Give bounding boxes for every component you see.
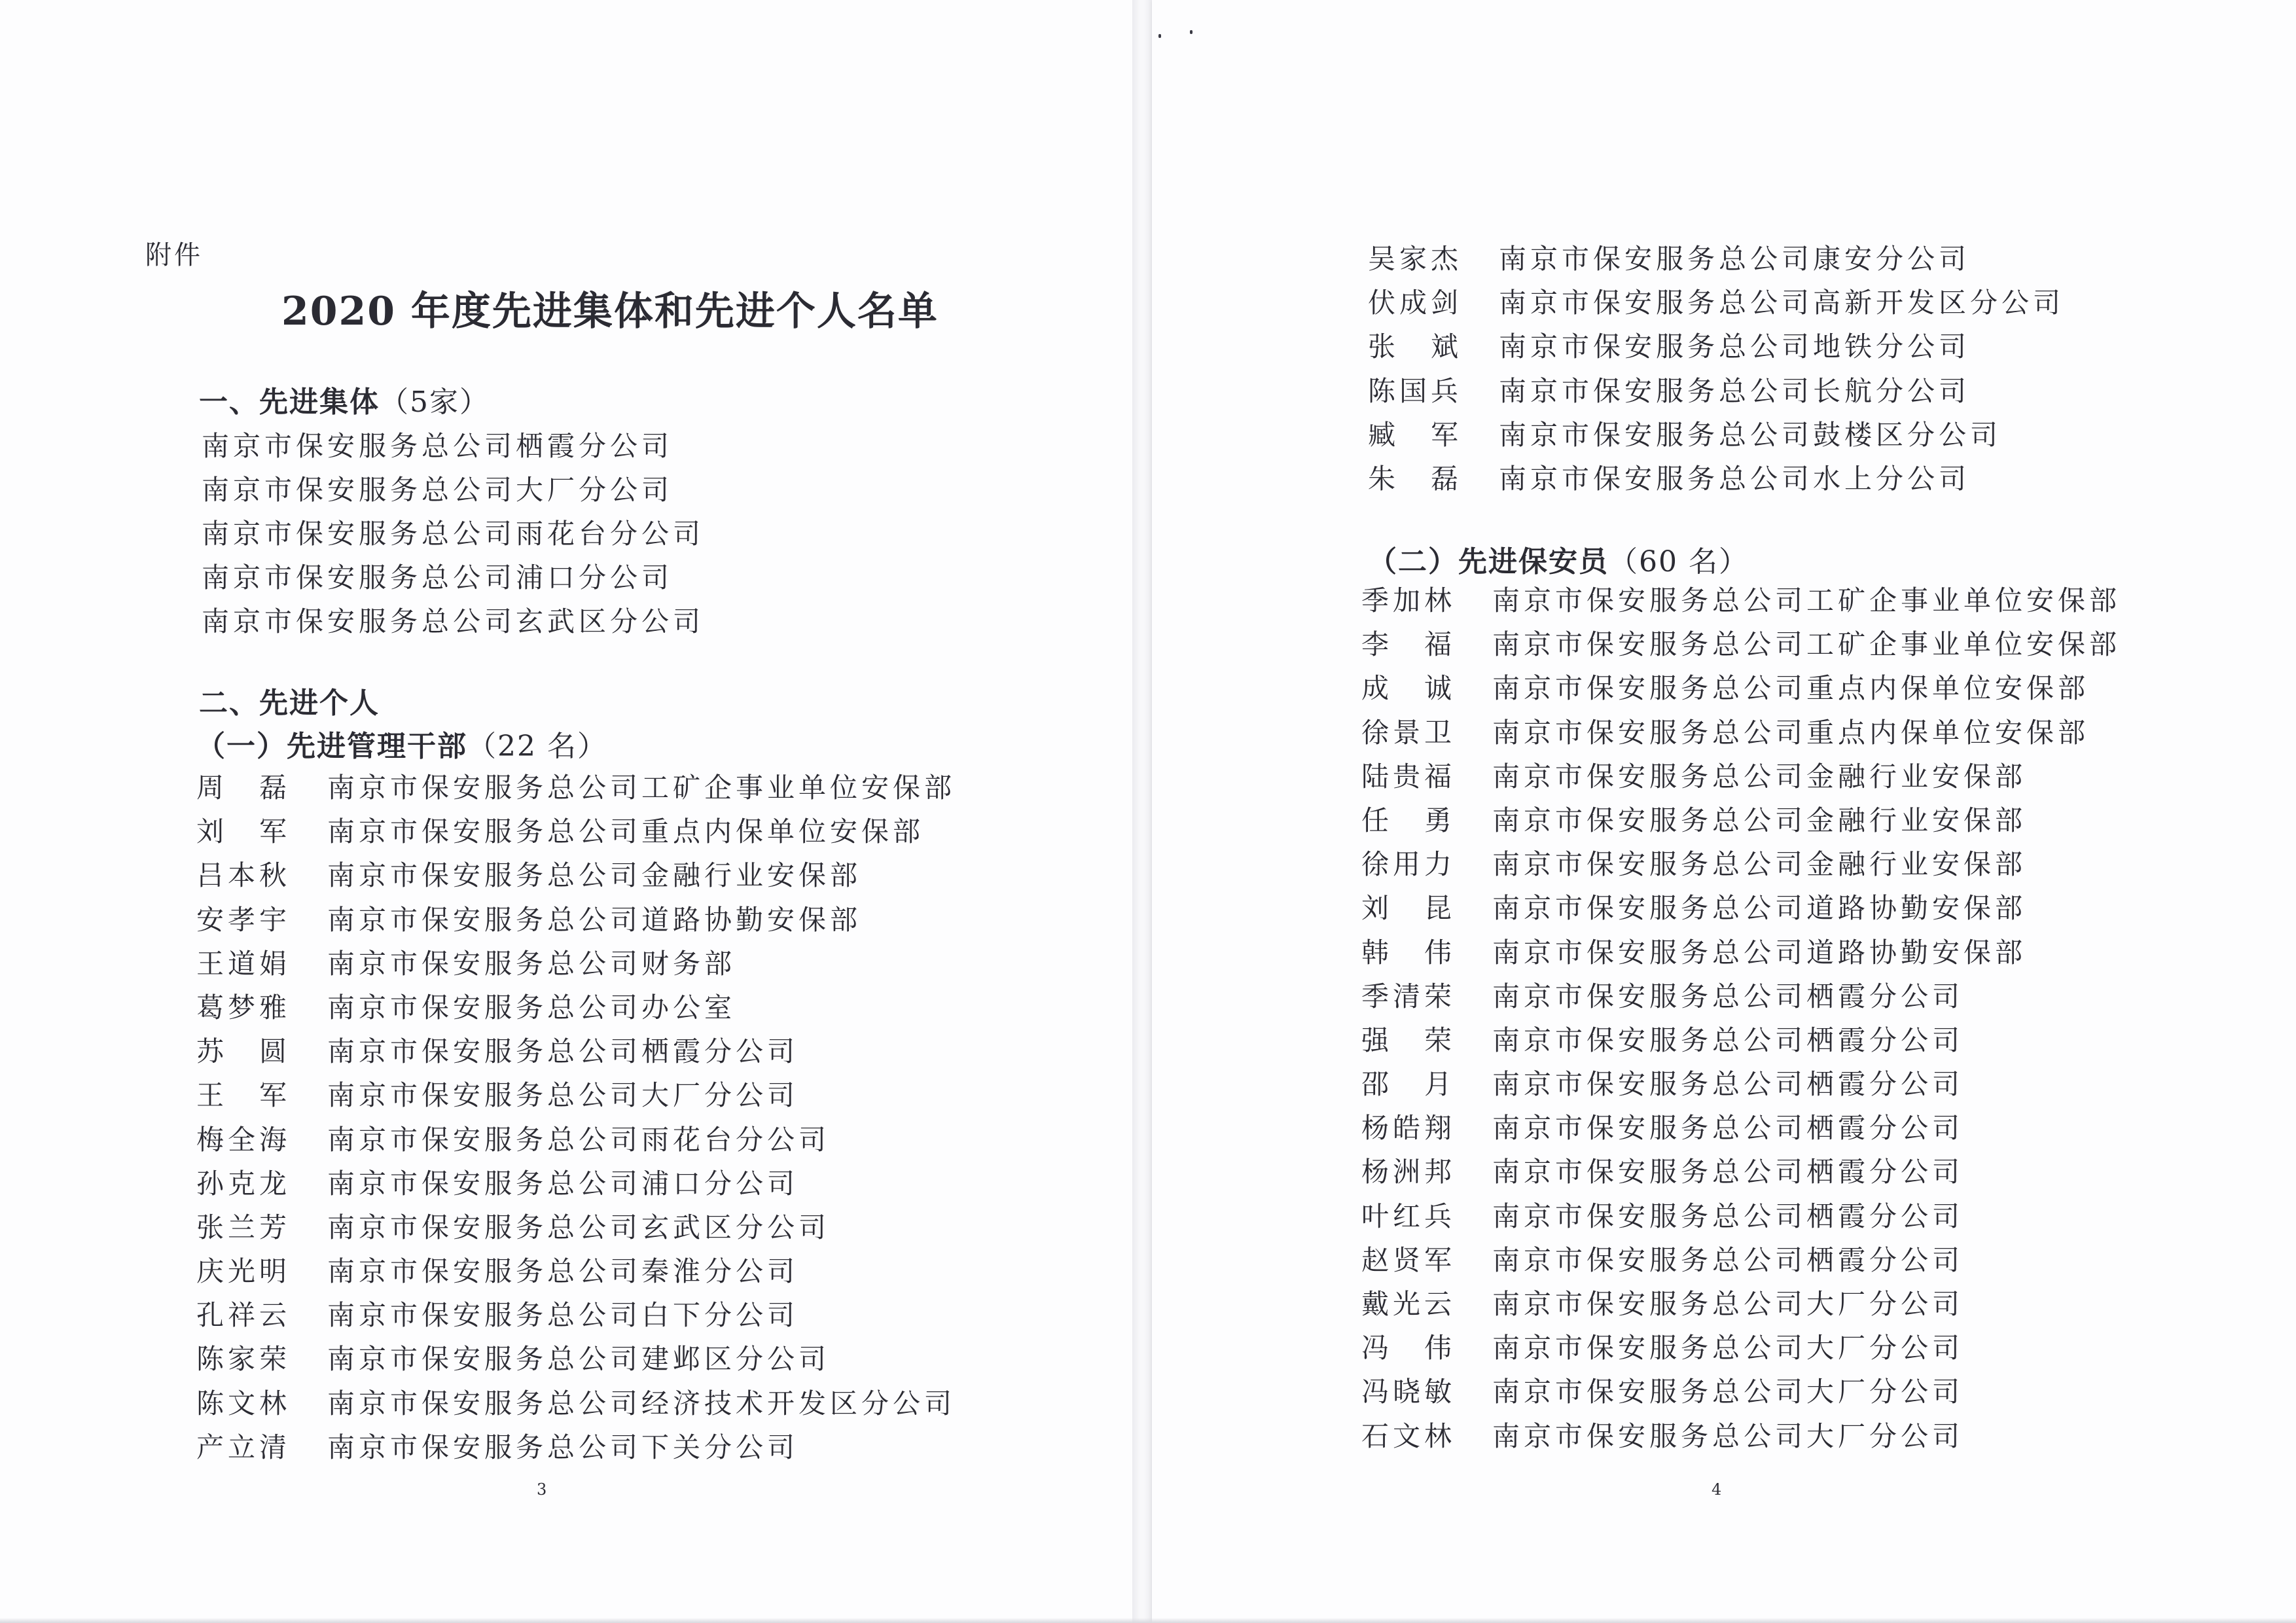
document-page-left: [0, 0, 1132, 1623]
list-item: 南京市保安服务总公司栖霞分公司: [202, 430, 673, 462]
list-item: [1361, 842, 2121, 886]
person-name: 梅全海: [196, 1123, 291, 1156]
person-name: 季清荣: [1361, 980, 1456, 1012]
person-name: 臧 军: [1368, 418, 1463, 451]
person-org: 南京市保安服务总公司经济技术开发区分公司: [327, 1387, 956, 1419]
person-org: 南京市保安服务总公司工矿企事业单位安保部: [1492, 584, 2121, 616]
person-name: 徐用力: [1361, 848, 1456, 881]
list-item: 南京市保安服务总公司雨花台分公司: [202, 518, 705, 550]
list-item: 南京市保安服务总公司大厂分公司: [202, 474, 673, 506]
person-name: 杨皓翔: [1361, 1112, 1456, 1145]
list-item: [1361, 1238, 2121, 1282]
person-org: 南京市保安服务总公司栖霞分公司: [1492, 1243, 1964, 1276]
person-org: 南京市保安服务总公司道路协勤安保部: [1492, 936, 2027, 969]
subsection-heading-text: （一）先进管理干部: [196, 730, 467, 763]
list-item: [196, 1162, 956, 1205]
person-name: 孔祥云: [196, 1299, 291, 1332]
page-number: 4: [1712, 1480, 1722, 1499]
person-org: 南京市保安服务总公司栖霞分公司: [1492, 1068, 1964, 1101]
subsection-heading-guards: [1368, 538, 1749, 580]
list-item: [196, 898, 956, 942]
person-name: 邵 月: [1361, 1068, 1456, 1101]
person-org: 南京市保安服务总公司玄武区分公司: [327, 1211, 831, 1243]
page-number: 3: [537, 1480, 547, 1499]
list-item: [1361, 666, 2121, 710]
document-page-right: [1152, 0, 2296, 1623]
subsection-heading-managers: [196, 722, 607, 764]
person-name: 朱 磊: [1368, 462, 1463, 495]
person-name: 陈国兵: [1368, 374, 1463, 407]
person-org: 南京市保安服务总公司栖霞分公司: [1492, 1024, 1964, 1056]
person-org: 南京市保安服务总公司重点内保单位安保部: [1492, 716, 2090, 749]
person-org: 南京市保安服务总公司大厂分公司: [1492, 1332, 1964, 1364]
scan-bottom-edge: [0, 1618, 2296, 1623]
person-name: 叶红兵: [1361, 1200, 1456, 1232]
person-org: 南京市保安服务总公司下关分公司: [327, 1431, 799, 1463]
person-name: 吴家杰: [1368, 243, 1463, 275]
person-org: 南京市保安服务总公司鼓楼区分公司: [1499, 418, 2002, 451]
list-item: [1361, 711, 2121, 755]
person-org: 南京市保安服务总公司道路协勤安保部: [327, 903, 862, 936]
scan-speck: [1190, 30, 1193, 34]
list-item: [196, 766, 956, 810]
list-item: 南京市保安服务总公司玄武区分公司: [202, 605, 705, 637]
person-name: 王 军: [196, 1079, 291, 1112]
person-name: 周 磊: [196, 772, 291, 804]
list-item: [1361, 931, 2121, 974]
person-org: 南京市保安服务总公司地铁分公司: [1499, 330, 1971, 363]
list-item: [1361, 798, 2121, 842]
person-name: 杨洲邦: [1361, 1156, 1456, 1188]
list-item: [1368, 413, 2064, 457]
list-item: [1361, 1194, 2121, 1238]
person-org: 南京市保安服务总公司浦口分公司: [327, 1167, 799, 1200]
person-org: 南京市保安服务总公司金融行业安保部: [1492, 804, 2027, 836]
person-org: 南京市保安服务总公司金融行业安保部: [327, 859, 862, 892]
person-org: 南京市保安服务总公司高新开发区分公司: [1499, 287, 2065, 319]
person-org: 南京市保安服务总公司大厂分公司: [1492, 1376, 1964, 1408]
person-org: 南京市保安服务总公司金融行业安保部: [1492, 760, 2027, 793]
person-name: 孙克龙: [196, 1167, 291, 1200]
document-title: 2020 年度先进集体和先进个人名单: [281, 289, 939, 334]
person-name: 苏 圆: [196, 1035, 291, 1068]
attachment-label: 附件: [145, 240, 203, 270]
list-item: [1361, 1150, 2121, 1194]
person-name: 庆光明: [196, 1255, 291, 1288]
person-name: 刘 昆: [1361, 892, 1456, 925]
person-org: 南京市保安服务总公司白下分公司: [327, 1299, 799, 1332]
list-item: [196, 810, 956, 853]
list-item: [196, 1029, 956, 1073]
person-org: 南京市保安服务总公司工矿企事业单位安保部: [327, 772, 956, 804]
person-org: 南京市保安服务总公司栖霞分公司: [1492, 1112, 1964, 1145]
person-org: 南京市保安服务总公司大厂分公司: [327, 1079, 799, 1112]
person-name: 葛梦雅: [196, 991, 291, 1024]
list-item: [1368, 325, 2064, 368]
person-org: 南京市保安服务总公司康安分公司: [1499, 243, 1971, 275]
person-name: 伏成剑: [1368, 287, 1463, 319]
list-item: [1361, 579, 2121, 622]
person-name: 李 福: [1361, 628, 1456, 661]
list-item: 南京市保安服务总公司浦口分公司: [202, 562, 673, 594]
person-name: 赵贤军: [1361, 1243, 1456, 1276]
managers-list: [196, 766, 956, 1469]
list-item: [196, 942, 956, 986]
list-item: [1361, 886, 2121, 930]
person-org: 南京市保安服务总公司工矿企事业单位安保部: [1492, 628, 2121, 661]
person-name: 戴光云: [1361, 1288, 1456, 1320]
person-name: 安孝宇: [196, 903, 291, 936]
section-heading-collectives: [199, 378, 490, 420]
list-item: [1368, 369, 2064, 413]
list-item: [1361, 755, 2121, 798]
person-org: 南京市保安服务总公司秦淮分公司: [327, 1255, 799, 1288]
list-item: [1361, 974, 2121, 1018]
person-org: 南京市保安服务总公司建邺区分公司: [327, 1343, 831, 1376]
page-gutter: [1132, 0, 1152, 1623]
subsection-count: （60 名）: [1609, 545, 1749, 579]
list-item: [196, 1337, 956, 1381]
person-name: 任 勇: [1361, 804, 1456, 836]
person-org: 南京市保安服务总公司水上分公司: [1499, 462, 1971, 495]
section-count: （5家）: [380, 385, 490, 419]
person-org: 南京市保安服务总公司大厂分公司: [1492, 1288, 1964, 1320]
person-org: 南京市保安服务总公司栖霞分公司: [1492, 1200, 1964, 1232]
person-org: 南京市保安服务总公司大厂分公司: [1492, 1419, 1964, 1452]
person-org: 南京市保安服务总公司长航分公司: [1499, 374, 1971, 407]
list-item: [1361, 1282, 2121, 1326]
person-name: 刘 军: [196, 815, 291, 848]
list-item: [1361, 1370, 2121, 1414]
section-heading-individuals: 二、先进个人: [199, 687, 380, 720]
list-item: [1368, 281, 2064, 325]
person-name: 陆贵福: [1361, 760, 1456, 793]
list-item: [1361, 1018, 2121, 1062]
guards-list: [1361, 579, 2121, 1458]
list-item: [196, 1205, 956, 1249]
collectives-list: [202, 424, 704, 643]
person-name: 季加林: [1361, 584, 1456, 616]
person-name: 陈家荣: [196, 1343, 291, 1376]
person-name: 徐景卫: [1361, 716, 1456, 749]
person-org: 南京市保安服务总公司重点内保单位安保部: [327, 815, 925, 848]
managers-continued-list: [1368, 237, 2064, 501]
subsection-count: （22 名）: [467, 730, 607, 763]
list-item: [196, 1118, 956, 1162]
person-name: 张兰芳: [196, 1211, 291, 1243]
list-item: [1368, 457, 2064, 501]
list-item: [1361, 622, 2121, 666]
person-name: 冯 伟: [1361, 1332, 1456, 1364]
person-org: 南京市保安服务总公司重点内保单位安保部: [1492, 672, 2090, 705]
person-name: 强 荣: [1361, 1024, 1456, 1056]
list-item: [196, 1382, 956, 1425]
person-name: 陈文林: [196, 1387, 291, 1419]
person-name: 产立清: [196, 1431, 291, 1463]
person-name: 冯晓敏: [1361, 1376, 1456, 1408]
person-name: 张 斌: [1368, 330, 1463, 363]
person-name: 王道娟: [196, 947, 291, 980]
list-item: [1361, 1414, 2121, 1458]
person-name: 成 诚: [1361, 672, 1456, 705]
list-item: [196, 1073, 956, 1117]
list-item: [1361, 1106, 2121, 1150]
section-heading-text: 一、先进集体: [199, 385, 380, 419]
person-org: 南京市保安服务总公司雨花台分公司: [327, 1123, 831, 1156]
person-org: 南京市保安服务总公司栖霞分公司: [1492, 1156, 1964, 1188]
person-org: 南京市保安服务总公司金融行业安保部: [1492, 848, 2027, 881]
list-item: [196, 1249, 956, 1293]
person-org: 南京市保安服务总公司办公室: [327, 991, 736, 1024]
list-item: [196, 1293, 956, 1337]
person-org: 南京市保安服务总公司财务部: [327, 947, 736, 980]
list-item: [196, 986, 956, 1029]
person-name: 吕本秋: [196, 859, 291, 892]
list-item: [1368, 237, 2064, 281]
list-item: [1361, 1326, 2121, 1370]
person-org: 南京市保安服务总公司栖霞分公司: [327, 1035, 799, 1068]
person-org: 南京市保安服务总公司道路协勤安保部: [1492, 892, 2027, 925]
list-item: [1361, 1062, 2121, 1106]
person-name: 石文林: [1361, 1419, 1456, 1452]
person-name: 韩 伟: [1361, 936, 1456, 969]
list-item: [196, 1425, 956, 1469]
subsection-heading-text: （二）先进保安员: [1368, 545, 1609, 579]
scan-speck: [1158, 34, 1161, 38]
person-org: 南京市保安服务总公司栖霞分公司: [1492, 980, 1964, 1012]
list-item: [196, 853, 956, 897]
